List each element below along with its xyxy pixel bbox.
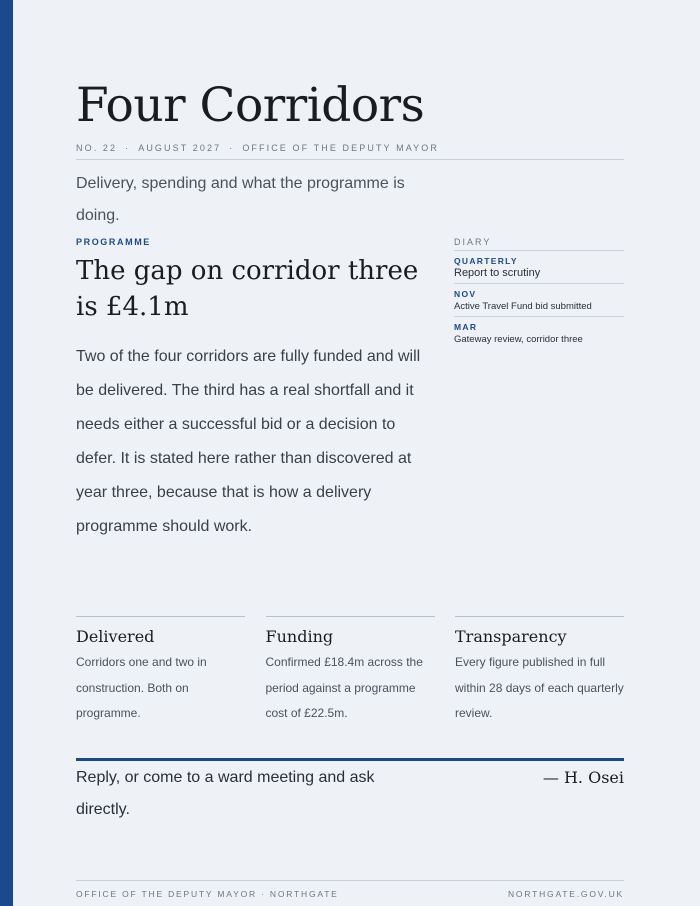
pillar-transparency [455, 616, 624, 727]
office-name: OFFICE OF THE DEPUTY MAYOR [242, 143, 439, 153]
diary-item [454, 284, 624, 317]
pillar-title: Funding [265, 627, 334, 646]
diary [454, 237, 624, 349]
masthead-meta [76, 143, 439, 153]
pillar-text: Corridors one and two in construction. Both on programme. [76, 655, 207, 720]
pillar-text: Every figure published in full within 28 days of each quarterly review. [455, 655, 624, 720]
feature-headline: The gap on corridor three is £4.1m [76, 256, 419, 322]
pillars [76, 616, 624, 727]
footer-divider [76, 880, 624, 881]
issue-date: AUGUST 2027 [138, 143, 222, 153]
diary-when: QUARTERLY [454, 256, 518, 266]
diary-heading: DIARY [454, 237, 624, 251]
pillar-text: Confirmed £18.4m across the period against a programme cost of £22.5m. [265, 655, 423, 720]
pillar-title: Delivered [76, 627, 155, 646]
accent-divider [76, 758, 624, 761]
separator: · [229, 143, 235, 153]
pillar-title: Transparency [455, 627, 567, 646]
divider [76, 159, 624, 160]
pillar-delivered [76, 616, 245, 727]
pillar-funding [266, 616, 435, 727]
feature-body: Two of the four corridors are fully funded and will be delivered. The third has a real shortfall and it needs either a successful bid or a decision to defer. It is stated here rather than discovered at year three, because that is how a delivery programme should work. [76, 348, 421, 535]
footer-office: OFFICE OF THE DEPUTY MAYOR · NORTHGATE [76, 889, 339, 899]
signature: — H. Osei [542, 768, 624, 787]
left-accent-bar [0, 0, 13, 906]
separator: · [125, 143, 131, 153]
diary-what: Gateway review, corridor three [454, 334, 583, 345]
page-title: Four Corridors [76, 78, 425, 133]
footer-website: NORTHGATE.GOV.UK [507, 889, 624, 899]
diary-what: Active Travel Fund bid submitted [454, 301, 592, 312]
lede: Delivery, spending and what the programme is doing. [76, 175, 405, 224]
page [76, 0, 624, 906]
diary-item [454, 251, 624, 284]
section-kicker: PROGRAMME [76, 237, 151, 247]
diary-what: Report to scrutiny [454, 267, 541, 279]
reply-invitation: Reply, or come to a ward meeting and ask directly. [76, 769, 375, 818]
diary-when: NOV [454, 289, 477, 299]
diary-when: MAR [454, 322, 478, 332]
issue-number: NO. 22 [76, 143, 118, 153]
diary-item [454, 317, 624, 349]
